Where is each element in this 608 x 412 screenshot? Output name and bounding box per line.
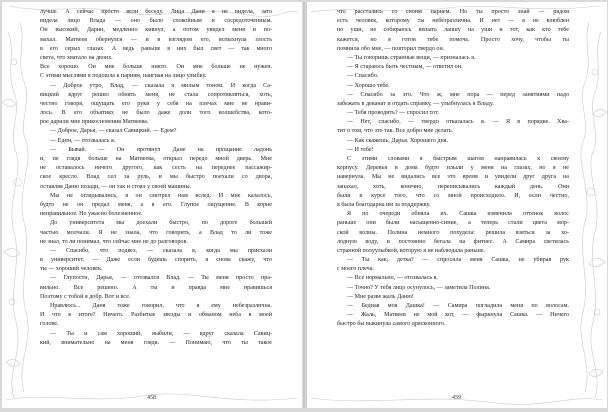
text-line: — Бедная моя Дашка! — Самира погладила меня по волосам. — [347, 303, 569, 309]
text-line: Поэтому с тобой я добр. Вот и все. — [40, 293, 131, 300]
text-line: что расстались со своим парнем. Но ты просто знай — рядом — [337, 9, 569, 15]
text-line: — Глупости, Дарья, — отозвался Влад. — Ты меня просто пра- — [50, 275, 272, 282]
text-line: Все хорошо. Он мне больше никто. Он мне больше не нужен. — [40, 64, 272, 71]
text-line: вицкий вдруг решил обнять меня, не стала сопротивляться, хоть, — [40, 91, 272, 98]
text-line: не знал, то ли понимал, что сейчас мне не до разговоров. — [40, 238, 188, 245]
text-line: — Я стараюсь быть честным, — ответил он. — [347, 64, 463, 71]
text-line: ты — хороший человек. — [40, 266, 103, 273]
text-line: Он высокий, Дарин, медленно кивнул, а потом увидел меня и по- — [40, 27, 272, 34]
text-line: тит о том, что это так. Все добро мне делать. — [337, 128, 454, 135]
text-line: С этими мыслями я подошла к парням, наигиая на лицо улыбку. — [40, 73, 207, 80]
text-line: — Спасибо, что подвез, — сказала я, когда мы приехали — [50, 247, 272, 254]
text-line: кажется, но я готов тебе помочь. Просто хочу, чтобы ты — [337, 36, 569, 43]
text-line: честно говоря, ощущать его руки у себя на плечах мне не нрави- — [40, 100, 272, 107]
text-line: И что в итоге? Ничего. Разбитые звезды и обманом неба в моей — [40, 312, 272, 319]
text-line: в университет. — Даже если будешь спорить, я снова скажу, что — [40, 257, 272, 264]
text-line: — Ты и сам хороший, выбили, — вдруг сказала Савиц- — [50, 330, 272, 337]
text-line: — Точно? У тебя лицо осунулось, — заметила Полина. — [347, 284, 491, 291]
text-line: — Спасибо. — [347, 73, 379, 80]
text-line: помнила обо мне, — повторил твердо он. — [337, 45, 445, 52]
text-line: я была благодарна им за поддержку. — [337, 201, 431, 208]
text-line: неправильное. Но ужасно болезненное. — [40, 211, 143, 218]
text-line: и, не глядя больше на Матвеева, открыл передо мной дверь. Мне — [40, 156, 272, 162]
text-line: кий, внимательно на меня глядя. — Понимаю, что ты такое — [40, 339, 272, 346]
text-line: рое дарили мне прикосновения Матвеева. — [40, 119, 149, 126]
right-page — [306, 2, 607, 408]
text-line: странной полуулыбкой, которую я не наблюдала раньше. — [337, 247, 486, 254]
text-line: запахал, хоть, конечно, переписывались каждый день. Они — [337, 183, 569, 190]
text-line: но уши, не собираюсь вешать лапшу на уши и тот, как кто тебе — [337, 27, 569, 34]
text-line: — Спасибо за это. Что ж, мне пора — перед занятиями надо — [347, 91, 569, 98]
text-line: навернула. Мы не видались все это время и увидели друг друга на — [337, 174, 569, 181]
text-line: забежать в деканат и отдать справку, — улыбнулась я Владу. — [337, 100, 494, 107]
text-line: видела лицо Влада — оно было спокойным и сосредоточенным. — [40, 18, 272, 25]
text-line: оставляя Даню позади, — он так и стоял у своей машины. — [40, 183, 192, 190]
text-line: лучше. А сейчас просто вели беседу. Лица Дани я не видела, зато — [40, 9, 272, 15]
text-line: голове. — [40, 321, 59, 328]
text-line: частью молчали. Я не знала, что говорить, а Влад то ли тоже — [40, 229, 272, 236]
text-line: — Все нормально, — отозвалась я. — [347, 275, 438, 282]
text-line: До университета мы доехали быстро, по дороге большей — [50, 220, 272, 227]
text-line: — Как скажешь, Дарья. Хорошего дня. — [347, 137, 449, 144]
text-line: — Едем, — отозвалась я. — [50, 137, 116, 144]
text-line: корпусу. Деревья и дома будто плыли у меня на глазах, но я не — [337, 165, 569, 172]
text-line: — Бывай. — Он протянул Дане на прощание ладонь — [50, 146, 272, 153]
text-line: Нравлюсь... Даня тоже говорил, что я ему небезразлична. — [50, 303, 272, 309]
text-line: С этими словами я быстрым шагом направилась к своему — [347, 156, 569, 162]
text-line: раньше они были насыщенно-синие, а теперь стали цвета мор- — [337, 220, 569, 227]
text-line: — Ты говоришь странные вещи, — призналась я. — [347, 54, 476, 61]
text-line: ское кресло. Влад сел за руль, и мы быстро поехали со двора, — [40, 174, 272, 181]
text-line: не оставалось ничего другого, как сесть на переднее пассажир- — [40, 165, 272, 172]
text-line: — Ты как, детка? — спросила меня Сашка, не убирая рук — [347, 257, 569, 264]
text-line: — Жаль, Матвеев не мой кот, — фыркнула Сашка. — Ничего — [347, 312, 569, 319]
right-page-text — [337, 8, 569, 330]
page-number: 458 — [147, 395, 156, 401]
text-line: — Хорошо тебе. — [347, 82, 390, 89]
left-page — [2, 2, 303, 408]
text-line: вильно. Все решено. А ты и правда мне нравишься — [40, 284, 272, 291]
text-line: ской волны. Полина немного похудела: решила взяться за хо- — [337, 229, 569, 236]
text-line: — Доброе, Дарья, — сказал Савицкий. — Едем? — [50, 128, 177, 135]
text-line: были в курсе того, что со мной происходило. И, если честно, — [337, 192, 569, 199]
text-line: Мы не оглядывались, я он смотрел нам вслед. И мне казалось, — [50, 192, 272, 199]
left-page-text — [40, 8, 272, 348]
text-line: — И тебе! — [347, 146, 374, 153]
text-line: с моего плеча. — [337, 266, 374, 273]
text-line: махал. Матвеев обернулся — и в взглядом его, вспыхнула злость — [40, 36, 272, 43]
text-line: есть человек, которому ты небезразлична. И нет — я не влюблен — [337, 18, 569, 25]
text-line: — Мне разве жаль Даню! — [347, 293, 414, 300]
text-line: — Тебя проводить? — спросил тот. — [347, 110, 439, 117]
text-line: — Доброе утро, Влад, — сказала я милым тоном. И когда Са- — [50, 82, 272, 89]
text-line: лось. В его объятиях не было даже доли того волшебства, кото- — [40, 110, 272, 117]
text-line: — Нет, спасибо, — твердо отказалась я. — Я в порядке. Хва- — [347, 119, 569, 126]
text-line: Я по очереди обняла их. Сашка изменила оттенок волос — [347, 211, 569, 218]
text-line: будто не он предал меня, а я его. Глупое ощущение. В корне — [40, 201, 272, 208]
page-number: 459 — [452, 395, 461, 401]
text-line: быстро бы выкинула самого дрясконного. — [337, 321, 446, 328]
text-line: лодную воду, и постоянно бегала на фитнес. А Самира светилась — [337, 238, 569, 245]
text-line: в его серых глазах. А ведь раньше в них был свет — так много — [40, 45, 272, 52]
text-line: света, что хватало на двоих. — [40, 54, 113, 61]
